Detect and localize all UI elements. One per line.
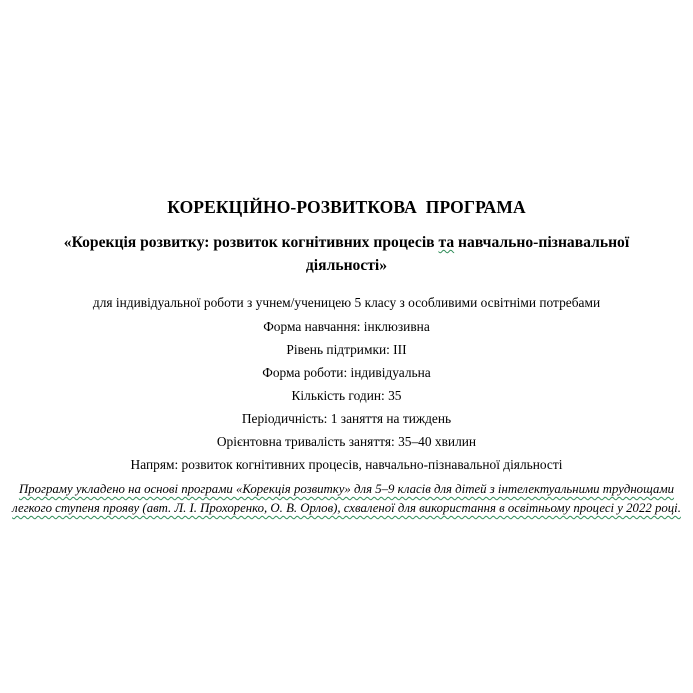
subtitle-text-squiggle: та	[438, 234, 455, 251]
support-level-line: Рівень підтримки: ІІІ	[286, 342, 407, 357]
frequency-line: Періодичність: 1 заняття на тиждень	[241, 411, 452, 426]
subtitle-text-part1: «Корекція розвитку: розвиток когнітивних процесів	[63, 234, 439, 251]
study-form-line: Форма навчання: інклюзивна	[263, 319, 430, 334]
program-title: КОРЕКЦІЙНО-РОЗВИТКОВА ПРОГРАМА	[167, 197, 526, 217]
audience-line: для індивідуальної роботи з учнем/ученицею 5 класу з особливими освітніми потребами	[92, 295, 601, 310]
hours-line: Кількість годин: 35	[291, 388, 402, 403]
source-note: Програму укладено на основі програми «Корекція розвитку» для 5–9 класів для дітей з інтелектуальними труднощами легкого ступеня прояву (авт. Л. І. Прохоренко, О. В. Орлов), схваленої для використання в освітньому процесі у 2022 році.	[12, 482, 681, 515]
subtitle-text-part3: навчально-пізнавальної діяльності»	[305, 234, 630, 274]
duration-line: Орієнтовна тривалість заняття: 35–40 хвилин	[216, 434, 477, 449]
direction-line: Напрям: розвиток когнітивних процесів, навчально-пізнавальної діяльності	[130, 457, 563, 472]
program-subtitle	[22, 231, 671, 277]
work-form-line: Форма роботи: індивідуальна	[262, 365, 431, 380]
